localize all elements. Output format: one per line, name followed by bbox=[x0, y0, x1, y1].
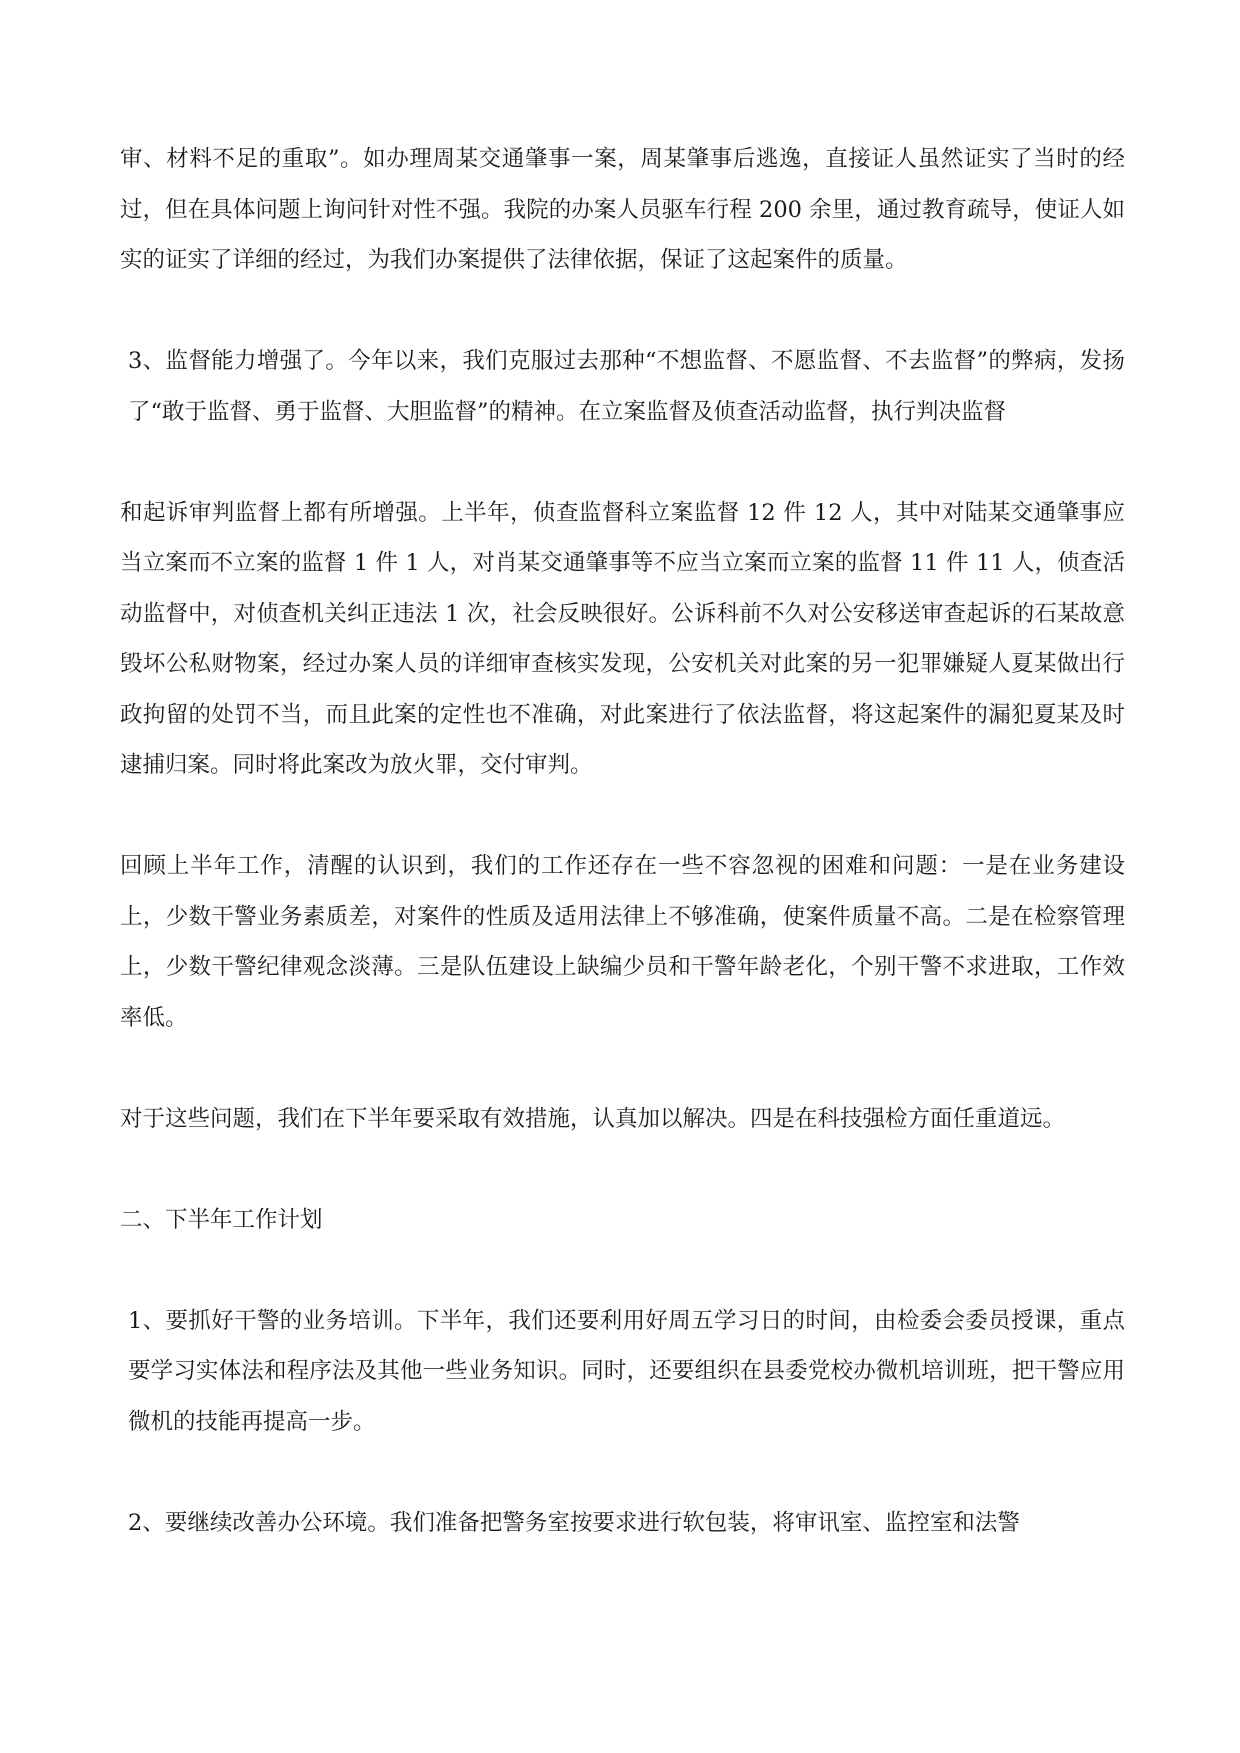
paragraph-supervision-ability: 3、监督能力增强了。今年以来，我们克服过去那种“不想监督、不愿监督、不去监督”的弊病，发扬了“敢于监督、勇于监督、大胆监督”的精神。在立案监督及侦查活动监督，执行判决监督 bbox=[128, 348, 1125, 425]
paragraph-training-plan: 1、要抓好干警的业务培训。下半年，我们还要利用好周五学习日的时间，由检委会委员授课，重点要学习实体法和程序法及其他一些业务知识。同时，还要组织在县委党校办微机培训班，把干警应用微机的技能再提高一步。 bbox=[128, 1307, 1125, 1435]
paragraph-office-environment: 2、要继续改善办公环境。我们准备把警务室按要求进行软包装，将审讯室、监控室和法警 bbox=[128, 1509, 1020, 1536]
document-body bbox=[120, 134, 1125, 1599]
paragraph-case-quality: 审、材料不足的重取”。如办理周某交通肇事一案，周某肇事后逃逸，直接证人虽然证实了当时的经过，但在具体问题上询问针对性不强。我院的办案人员驱车行程 200 余里，通过教育疏导，使证人如实的证实了详细的经过，为我们办案提供了法律依据，保证了这起案件的质量。 bbox=[120, 146, 1125, 273]
paragraph-problems-review: 回顾上半年工作，清醒的认识到，我们的工作还存在一些不容忽视的困难和问题：一是在业务建设上，少数干警业务素质差，对案件的性质及适用法律上不够准确，使案件质量不高。二是在检察管理上，少数干警纪律观念淡薄。三是队伍建设上缺编少员和干警年龄老化，个别干警不求进取，工作效率低。 bbox=[120, 853, 1125, 1031]
section-heading-second-half-plan: 二、下半年工作计划 bbox=[120, 1206, 323, 1233]
paragraph-supervision-details: 和起诉审判监督上都有所增强。上半年，侦查监督科立案监督 12 件 12 人，其中对陆某交通肇事应当立案而不立案的监督 1 件 1 人，对肖某交通肇事等不应当立案而立案的监督 11 件 11 人，侦查活动监督中，对侦查机关纠正违法 1 次，社会反映很好。公诉科前不久对公安移送审查起诉的石某故意毁坏公私财物案，经过办案人员的详细审查核实发现，公安机关对此案的另一犯罪嫌疑人夏某做出行政拘留的处罚不当，而且此案的定性也不准确，对此案进行了依法监督，将这起案件的漏犯夏某及时逮捕归案。同时将此案改为放火罪，交付审判。 bbox=[120, 499, 1125, 778]
paragraph-problem-solutions: 对于这些问题，我们在下半年要采取有效措施，认真加以解决。四是在科技强检方面任重道远。 bbox=[120, 1105, 1066, 1132]
